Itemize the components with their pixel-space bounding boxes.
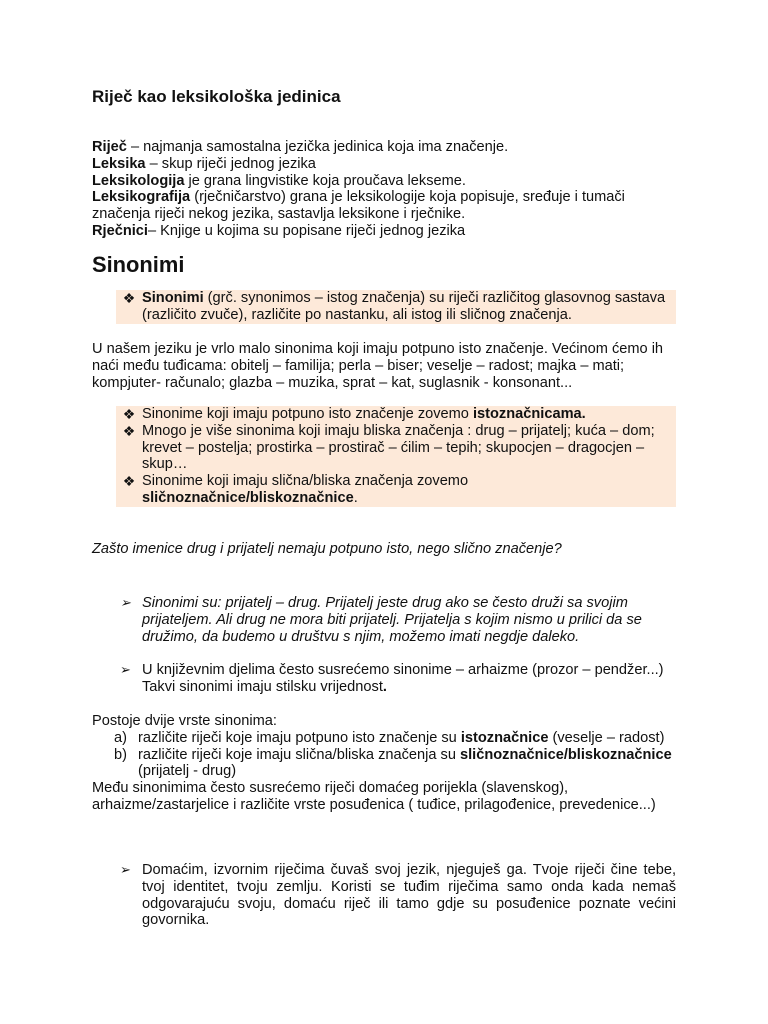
arrow-item-bold: .: [382, 678, 387, 695]
arrow-item: [120, 662, 676, 696]
diamond-bullet-icon: ❖: [122, 406, 136, 422]
bullet-item: [116, 423, 676, 473]
definition-item: [92, 189, 678, 223]
definition-term: Leksika: [92, 155, 146, 172]
definition-item: [92, 156, 678, 173]
definition-text: – najmanja samostalna jezička jedinica koja ima značenje.: [126, 139, 509, 155]
definition-item: [92, 173, 678, 190]
highlight-box-definition: [116, 290, 676, 324]
arrow-item-text: U književnim djelima često susrećemo sinonime – arhaizme (prozor – pendžer...) Takvi sinonimi imaju stilsku vrijednost: [142, 662, 664, 695]
arrow-item-text: Domaćim, izvornim riječima čuvaš svoj jezik, njeguješ ga. Tvoje riječi čine tebe, tvoj identitet, tvoju zemlju. Koristi se tuđim riječima samo onda kada nemaš odgovarajuću svoju, domaću riječ ili tamo gdje su posuđenice poznate većini govornika.: [142, 862, 676, 929]
diamond-bullet-icon: ❖: [122, 290, 136, 306]
highlight-box-types: [116, 406, 676, 507]
list-bold: sličnoznačnice/bliskoznačnice: [460, 746, 672, 763]
bullet-text: Mnogo je više sinonima koji imaju bliska značenja : drug – prijatelj; kuća – dom; krevet – postelja; prostirka – prostirač – ćilim – tepih; skupocjen – dragocjen – skup…: [142, 422, 655, 473]
list-item: [92, 747, 678, 781]
definition-term: Leksikografija: [92, 189, 191, 206]
types-outro: Među sinonimima često susrećemo riječi domaćeg porijekla (slavenskog), arhaizme/zastarjelice i različite vrste posuđenica ( tuđice, prilagođenice, prevedenice...): [92, 780, 656, 813]
bullet-text: Sinonime koji imaju potpuno isto značenje zovemo: [142, 406, 473, 422]
section-title: Sinonimi: [92, 252, 185, 277]
definition-text: – skup riječi jednog jezika: [145, 155, 316, 172]
bullet-item: [116, 473, 676, 507]
types-intro: Postoje dvije vrste sinonima:: [92, 713, 277, 729]
list-bold: istoznačnice: [460, 729, 549, 746]
arrow-item: [120, 862, 676, 929]
definition-term: Leksikologija: [92, 172, 185, 189]
document-title: Riječ kao leksikološka jedinica: [92, 87, 341, 106]
definition-text: je grana lingvistike koja proučava lekseme.: [184, 172, 466, 189]
definition-text: (rječničarstvo) grana je leksikologije koja popisuje, sređuje i tumači značenja riječi nekog jezika, sastavlja leksikone i rječnike.: [92, 189, 625, 223]
list-marker: b): [114, 746, 127, 763]
definition-term: Riječ: [92, 139, 127, 155]
list-item: [92, 730, 678, 747]
bullet-term: Sinonimi: [142, 290, 204, 306]
list-end: (veselje – radost): [548, 729, 665, 746]
definition-item: [92, 139, 678, 156]
arrow-bullet-icon: ➢: [120, 662, 131, 677]
bullet-text: (grč. synonimos – istog značenja) su riječi različitog glasovnog sastava (različito zvuče), različite po nastanku, ali istog ili sličnog značenja.: [142, 290, 666, 323]
synonym-types-block: [92, 713, 678, 814]
definitions-block: [92, 139, 678, 240]
arrow-item: [120, 595, 676, 645]
question-text: Zašto imenice drug i prijatelj nemaju potpuno isto, nego slično značenje?: [92, 541, 562, 557]
list-text: različite riječi koje imaju potpuno isto značenje su: [138, 729, 461, 746]
list-marker: a): [114, 729, 127, 746]
list-text: različite riječi koje imaju slična/bliska značenja su: [138, 746, 461, 763]
bullet-bold: sličnoznačnice/bliskoznačnice: [142, 489, 354, 506]
bullet-bold: istoznačnicama.: [472, 406, 586, 422]
bullet-item: [116, 406, 676, 423]
bullet-text: Sinonime koji imaju slična/bliska značenja zovemo: [142, 473, 469, 490]
arrow-bullet-icon: ➢: [120, 862, 131, 877]
list-end: (prijatelj - drug): [138, 763, 237, 780]
definition-item: [92, 223, 678, 240]
arrow-item-text: Sinonimi su: prijatelj – drug. Prijatelj jeste drug ako se često druži sa svojim prijateljem. Ali drug ne mora biti prijatelj. Prijatelja s kojim nismo u prilici da se družimo, da budemo u društvu s njim, možemo imati negdje daleko.: [142, 595, 642, 645]
definition-term: Rječnici: [92, 222, 148, 239]
diamond-bullet-icon: ❖: [122, 422, 136, 439]
definition-text: – Knjige u kojima su popisane riječi jednog jezika: [147, 222, 466, 239]
bullet-item: [116, 290, 676, 324]
arrow-bullet-icon: ➢: [120, 595, 131, 610]
diamond-bullet-icon: ❖: [122, 473, 136, 490]
bullet-end: .: [353, 489, 358, 506]
paragraph-synonyms: U našem jeziku je vrlo malo sinonima koji imaju potpuno isto značenje. Većinom ćemo ih naći među tuđicama: obitelj – familija; perla – biser; veselje – radost; majka – mati; kompjuter- računalo; glazba – muzika, sprat – kat, suglasnik - konsonant...: [92, 341, 664, 391]
